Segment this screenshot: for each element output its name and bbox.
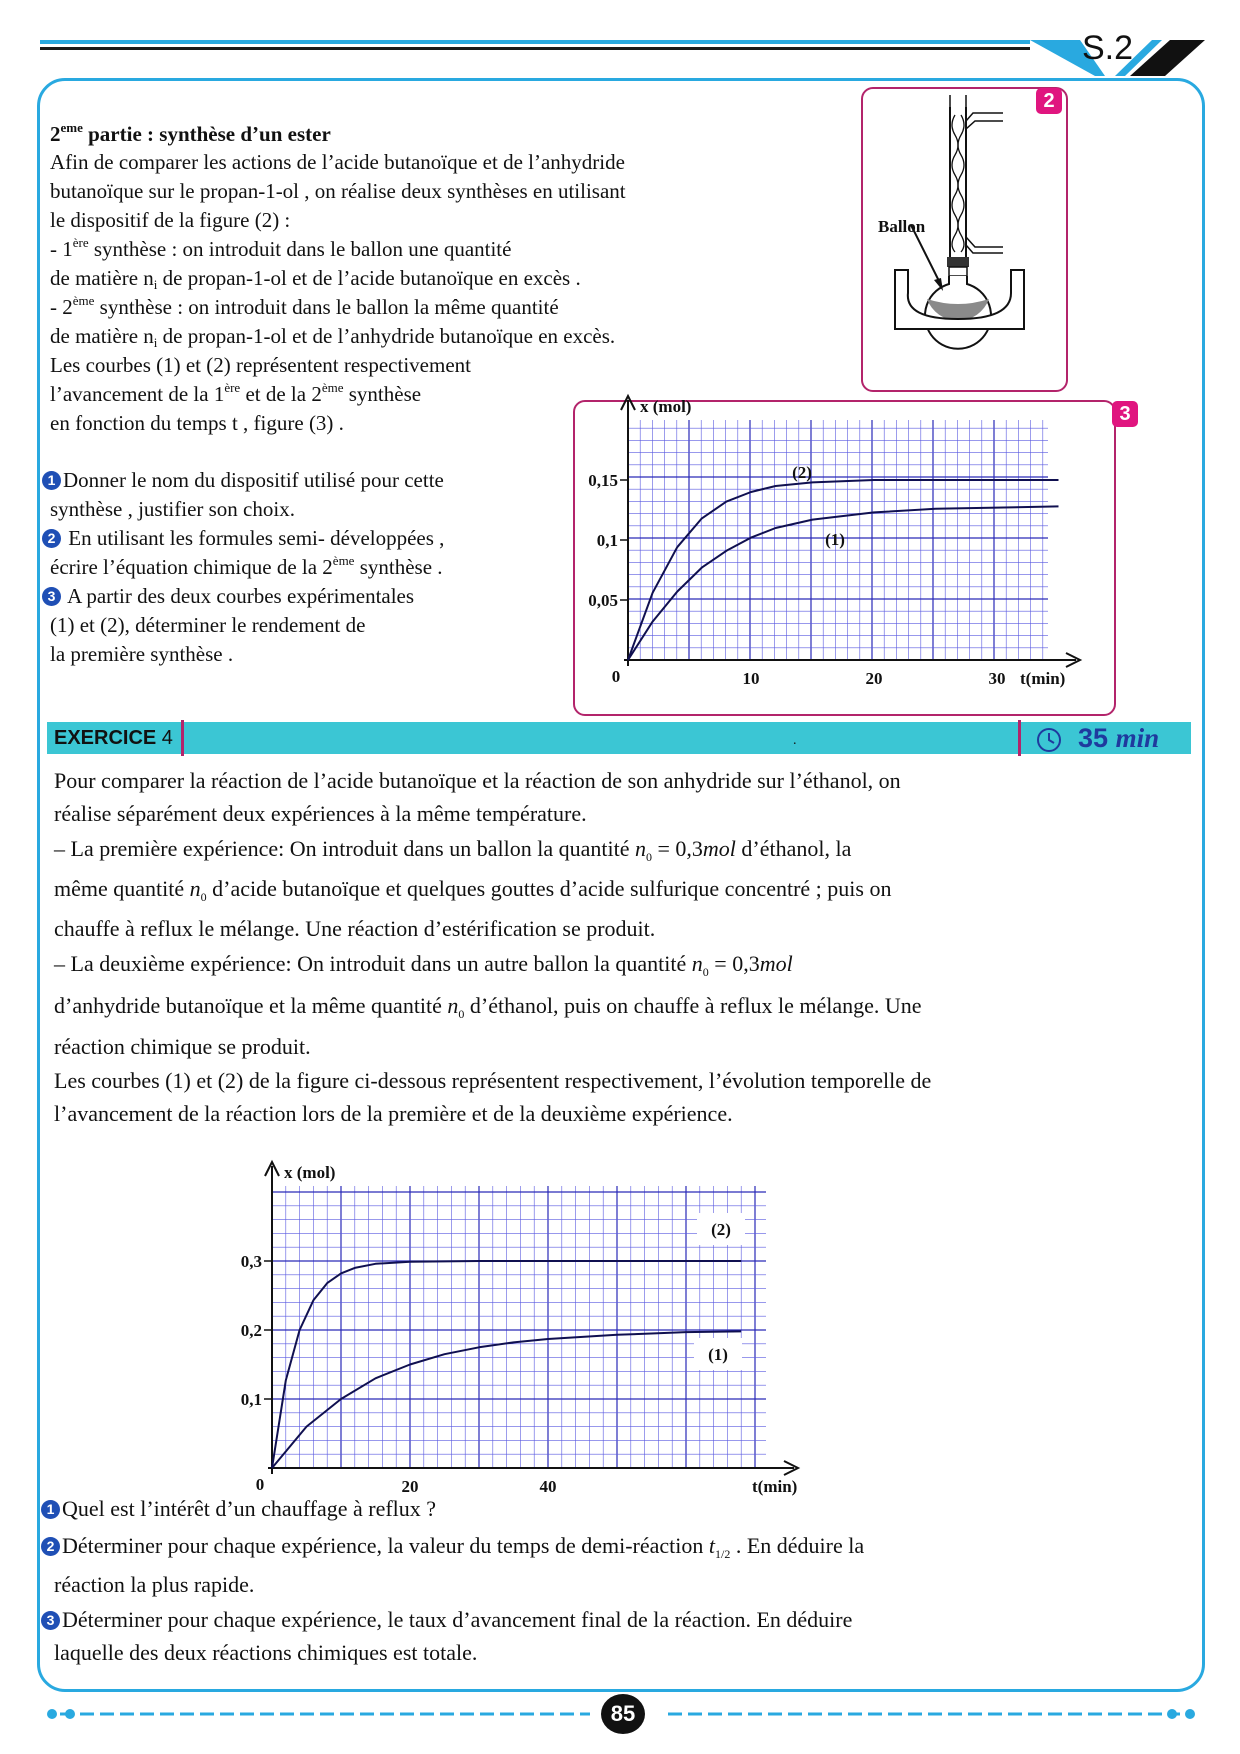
y-axis-label: x (mol)	[640, 397, 692, 416]
ex4-question-2b: réaction la plus rapide.	[54, 1572, 255, 1597]
origin-label: 0	[255, 1475, 265, 1494]
page-code: S.2	[1082, 29, 1134, 67]
exercise-4-timer: 35 min	[1078, 723, 1160, 753]
number-bullet-icon: 2	[42, 529, 61, 548]
chart-grid	[272, 1186, 766, 1468]
page-number: 85	[610, 1701, 636, 1726]
synthesis-1: - 1ère synthèse : on introduit dans le ballon une quantité	[50, 235, 512, 261]
figure-3-badge: 3	[1112, 401, 1138, 427]
origin-label: 0	[611, 667, 621, 686]
number-bullet-icon: 3	[42, 587, 61, 606]
y-tick-label: 0,1	[596, 531, 618, 550]
y-tick-label: 0,15	[588, 471, 618, 490]
curves-line-3: en fonction du temps t , figure (3) .	[50, 411, 344, 435]
part2-intro-3: le dispositif de la figure (2) :	[50, 208, 291, 232]
curves-line-1: Les courbes (1) et (2) représentent respectivement	[50, 353, 471, 377]
part2-question-3c: la première synthèse .	[50, 642, 234, 666]
ex4-question-2: 2 Déterminer pour chaque expérience, la valeur du temps de demi-réaction $t_{1/2}$ . En déduire la	[41, 1529, 864, 1563]
series-label: (2)	[792, 463, 812, 482]
part2-intro-2: butanoïque sur le propan-1-ol , on réalise deux synthèses en utilisant	[50, 179, 626, 203]
part2-question-1: 1 Donner le nom du dispositif utilisé pour cette	[42, 466, 444, 495]
ex4-experience-2c: réaction chimique se produit.	[54, 1034, 311, 1059]
synthesis-2: - 2ème synthèse : on introduit dans le ballon la même quantité	[50, 293, 559, 319]
y-tick-label: 0,2	[240, 1321, 262, 1340]
ex4-question-3: 3 Déterminer pour chaque expérience, le taux d’avancement final de la réaction. En déduire	[41, 1603, 852, 1637]
x-tick-label: 20	[865, 669, 883, 688]
series-label: (1)	[825, 530, 845, 549]
ex4-paragraph-1: Pour comparer la réaction de l’acide butanoïque et la réaction de son anhydride sur l’éthanol, on	[54, 768, 901, 793]
ex4-question-1: 1 Quel est l’intérêt d’un chauffage à reflux ?	[41, 1492, 436, 1526]
x-tick-label: 20	[401, 1477, 419, 1496]
y-tick-label: 0,1	[240, 1390, 262, 1409]
curves-line-2: l’avancement de la 1ère et de la 2ème synthèse	[50, 380, 422, 406]
series-label: (2)	[711, 1220, 731, 1239]
y-tick-label: 0,05	[588, 591, 618, 610]
x-tick-label: 10	[742, 669, 760, 688]
ex4-paragraph-2: réalise séparément deux expériences à la même température.	[54, 801, 587, 826]
ex4-experience-1: – La première expérience: On introduit dans un ballon la quantité $n_0 = 0,3mol$ d’éthanol, la	[54, 836, 852, 864]
part2-intro-1: Afin de comparer les actions de l’acide butanoïque et de l’anhydride	[50, 150, 625, 174]
ex4-experience-1c: chauffe à reflux le mélange. Une réaction d’estérification se produit.	[54, 916, 656, 941]
ex4-experience-1b: même quantité $n_0$ d’acide butanoïque et quelques gouttes d’acide sulfurique concentré ; puis on	[54, 876, 892, 904]
part2-question-2b: écrire l’équation chimique de la 2ème synthèse .	[50, 553, 443, 579]
exercise-4-dot: .	[793, 733, 797, 748]
series-label: (1)	[708, 1345, 728, 1364]
number-bullet-icon: 1	[41, 1500, 60, 1519]
x-tick-label: 30	[988, 669, 1006, 688]
part2-question-3b: (1) et (2), déterminer le rendement de	[50, 613, 366, 637]
part2-question-2: 2 En utilisant les formules semi- développées ,	[42, 524, 444, 553]
ex4-experience-2b: d’anhydride butanoïque et la même quantité $n_0$ d’éthanol, puis on chauffe à reflux le mélange. Une	[54, 993, 922, 1021]
y-axis-label: x (mol)	[284, 1163, 336, 1182]
synthesis-1-line2: de matière $n_i$ de propan-1-ol et de l’acide butanoïque en excès .	[50, 266, 581, 292]
part2-title: 2eme partie : synthèse d’un ester	[50, 120, 331, 146]
ex4-curves-1: Les courbes (1) et (2) de la figure ci-dessous représentent respectivement, l’évolution temporelle de	[54, 1068, 932, 1093]
part2-question-1b: synthèse , justifier son choix.	[50, 497, 295, 521]
figure-2-label: Ballon	[878, 217, 926, 236]
figure-2-badge: 2	[1036, 88, 1062, 114]
y-tick-label: 0,3	[240, 1252, 262, 1271]
x-axis-label: t(min)	[752, 1477, 798, 1496]
part2-question-3: 3 A partir des deux courbes expérimentales	[42, 582, 414, 611]
number-bullet-icon: 2	[41, 1537, 60, 1556]
number-bullet-icon: 1	[42, 471, 61, 490]
x-tick-label: 40	[539, 1477, 557, 1496]
ex4-question-3b: laquelle des deux réactions chimiques est totale.	[54, 1640, 478, 1665]
number-bullet-icon: 3	[41, 1611, 60, 1630]
x-axis-label: t(min)	[1020, 669, 1066, 688]
ex4-curves-2: l’avancement de la réaction lors de la première et de la deuxième expérience.	[54, 1101, 733, 1126]
ex4-experience-2: – La deuxième expérience: On introduit dans un autre ballon la quantité $n_0 = 0,3mol$	[54, 951, 793, 979]
exercise-4-label: EXERCICE 4	[54, 727, 173, 749]
synthesis-2-line2: de matière $n_i$ de propan-1-ol et de l’anhydride butanoïque en excès.	[50, 324, 616, 350]
